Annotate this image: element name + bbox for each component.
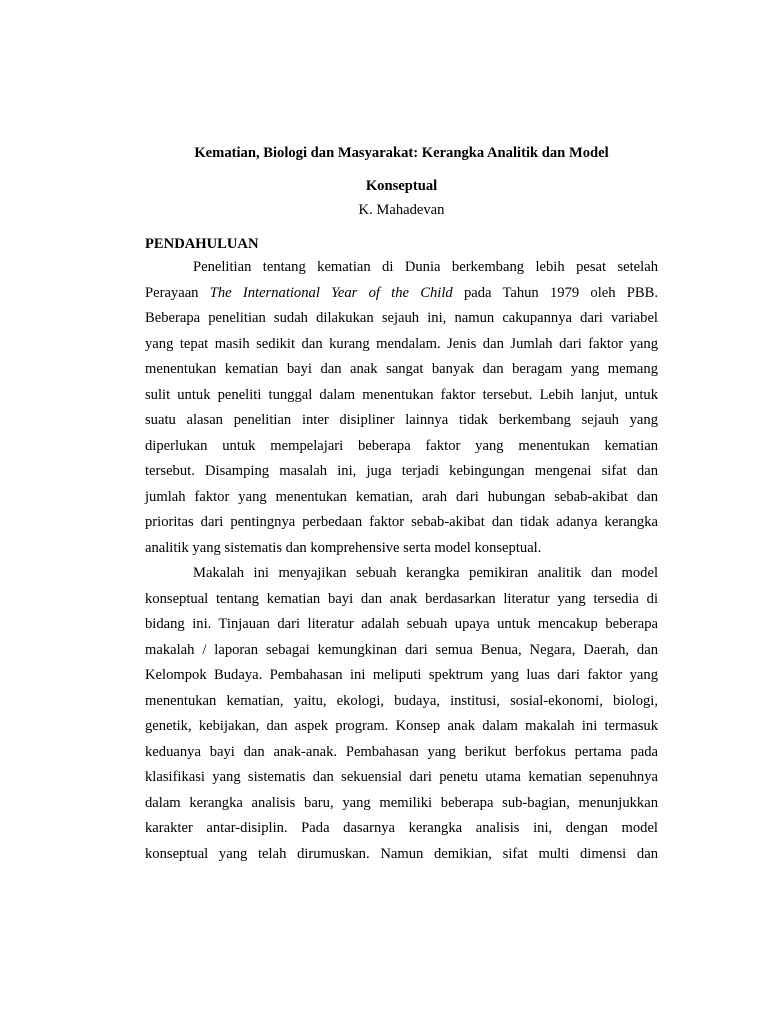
paragraph-line: keduanya bayi dan anak-anak. Pembahasan yang berikut berfokus pertama pada [145, 743, 658, 760]
paragraph-line: Beberapa penelitian sudah dilakukan sejauh ini, namun cakupannya dari variabel [145, 310, 658, 326]
paragraph-line: yang tepat masih sedikit dan kurang mendalam. Jenis dan Jumlah dari faktor yang [145, 335, 658, 352]
paragraph-line: dalam kerangka analisis baru, yang memiliki beberapa sub-bagian, menunjukkan [145, 794, 658, 811]
paragraph-line: menentukan kematian, yaitu, ekologi, budaya, institusi, sosial-ekonomi, biologi, [145, 692, 658, 709]
title-line-1: Kematian, Biologi dan Masyarakat: Kerangka Analitik dan Model [194, 145, 609, 161]
paragraph-line: suatu alasan penelitian inter disipliner lainnya tidak berkembang sejauh yang [145, 412, 658, 428]
paragraph-line: sulit untuk peneliti tunggal dalam menentukan faktor tersebut. Lebih lanjut, untuk [145, 386, 658, 403]
paragraph-line: menentukan kematian bayi dan anak sangat banyak dan beragam yang memang [145, 361, 658, 377]
paragraph-line: jumlah faktor yang menentukan kematian, arah dari hubungan sebab-akibat dan [145, 488, 658, 505]
paragraph-line: Penelitian tentang kematian di Dunia berkembang lebih pesat setelah [193, 259, 658, 275]
paragraph-line: karakter antar-disiplin. Pada dasarnya kerangka analisis ini, dengan model [145, 820, 658, 836]
paragraph-line: bidang ini. Tinjauan dari literatur adalah sebuah upaya untuk mencakup beberapa [145, 616, 658, 632]
paragraph-line: Kelompok Budaya. Pembahasan ini meliputi spektrum yang luas dari faktor yang [145, 667, 658, 683]
text-run: pada Tahun 1979 oleh PBB. [452, 284, 659, 301]
paragraph-line: genetik, kebijakan, dan aspek program. Konsep anak dalam makalah ini termasuk [145, 718, 658, 734]
paragraph-line: diperlukan untuk mempelajari beberapa faktor yang menentukan kematian [145, 437, 658, 454]
paragraph-line: analitik yang sistematis dan komprehensive serta model konseptual. [145, 539, 542, 556]
italic-title-run: The International Year of the Child [209, 284, 453, 301]
paragraph-line: makalah / laporan sebagai kemungkinan dari semua Benua, Negara, Daerah, dan [145, 641, 658, 658]
title-line-2: Konseptual [365, 178, 438, 194]
text-run: Perayaan [145, 284, 210, 301]
paragraph-line: klasifikasi yang sistematis dan sekuensial dari penetu utama kematian sepenuhnya [145, 769, 658, 785]
paragraph-line [145, 281, 658, 307]
paragraph-line: konseptual yang telah dirumuskan. Namun demikian, sifat multi dimensi dan [145, 845, 658, 862]
paragraph-line: konseptual tentang kematian bayi dan anak berdasarkan literatur yang tersedia di [145, 590, 658, 607]
body-text [145, 255, 658, 867]
section-heading: PENDAHULUAN [145, 236, 259, 252]
paragraph-line: prioritas dari pentingnya perbedaan faktor sebab-akibat dan tidak adanya kerangka [145, 514, 658, 530]
paragraph-line: tersebut. Disamping masalah ini, juga terjadi kebingungan mengenai sifat dan [145, 463, 658, 479]
document-title [145, 137, 658, 203]
paragraph-line: Makalah ini menyajikan sebuah kerangka pemikiran analitik dan model [193, 565, 658, 581]
author-name: K. Mahadevan [358, 202, 445, 218]
